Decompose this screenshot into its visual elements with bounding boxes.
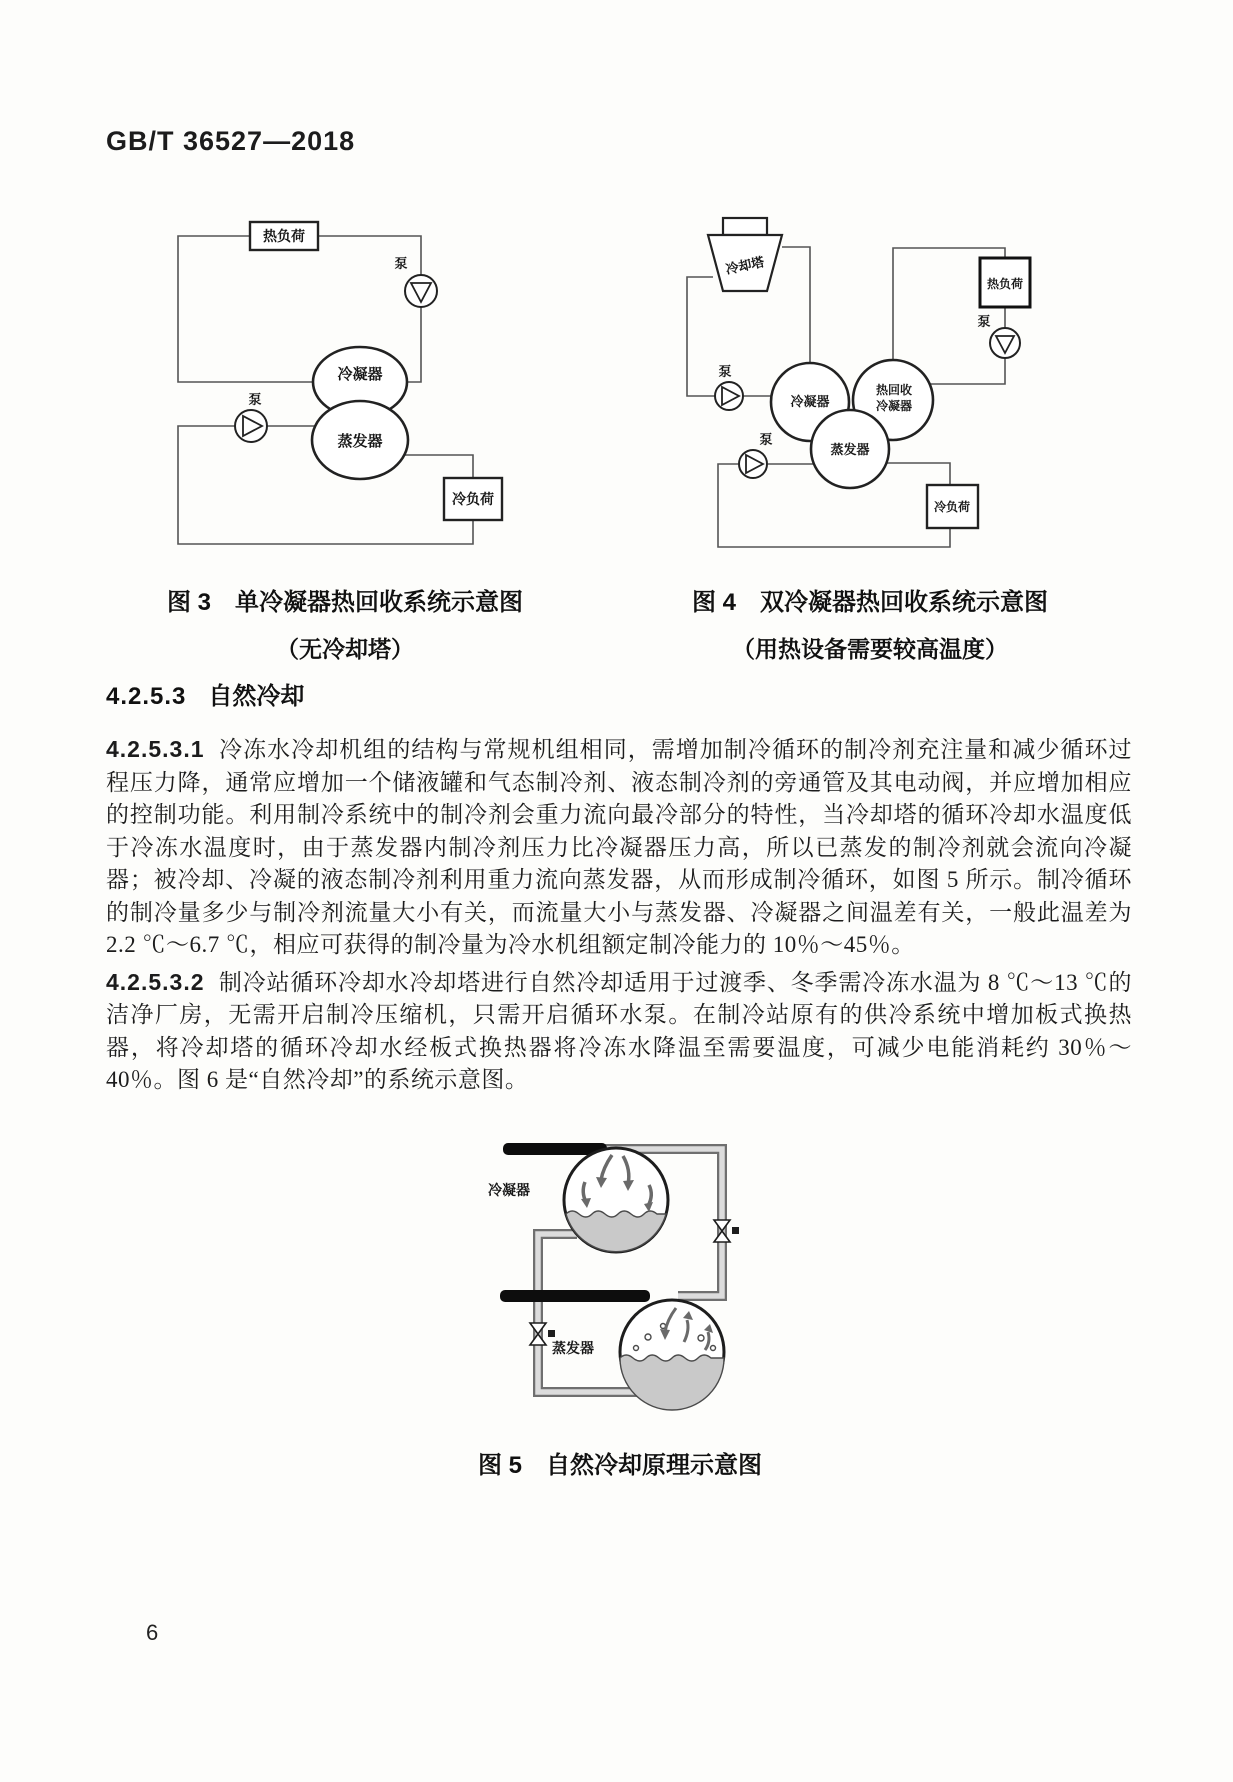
section-number: 4.2.5.3 <box>106 683 187 710</box>
cold-load-label: 冷负荷 <box>933 500 971 514</box>
page-number: 6 <box>146 1620 159 1645</box>
condenser-label: 冷凝器 <box>337 366 383 383</box>
figure3-caption-title: 图 3 单冷凝器热回收系统示意图 <box>166 589 523 616</box>
clause-4-2-5-3-2 <box>106 966 1132 1097</box>
pump-label: 泵 <box>394 256 408 271</box>
pipe <box>178 236 314 382</box>
figure5-caption-title: 图 5 自然冷却原理示意图 <box>477 1452 762 1479</box>
clause-text: 冷冻水冷却机组的结构与常规机组相同，需增加制冷循环的制冷剂充注量和减少循环过程压力降，通常应增加一个储液罐和气态制冷剂、液态制冷剂的旁通管及其电动阀，并应增加相应的控制功能。利用制冷系统中的制冷剂会重力流向最冷部分的特性，当冷却塔的循环冷却水温度低于冷冻水温度时，由于蒸发器内制冷剂压力比冷凝器压力高，所以已蒸发的制冷剂就会流向冷凝器；被冷却、冷凝的液态制冷剂利用重力流向蒸发器，从而形成制冷循环，如图 5 所示。制冷循环的制冷量多少与制冷剂流量大小有关，而流量大小与蒸发器、冷凝器之间温差有关，一般此温差为 2.2 ℃～6.7 ℃，相应可获得的制冷量为冷水机组额定制冷能力的 10％～45％。 <box>106 737 1132 957</box>
condenser-label: 冷凝器 <box>488 1182 530 1198</box>
figure5-caption <box>400 1443 840 1489</box>
pipe <box>407 307 421 382</box>
clause-4-2-5-3-1 <box>106 733 1132 962</box>
clause-text: 制冷站循环冷却水冷却塔进行自然冷却适用于过渡季、冬季需冷冻水温为 8 ℃～13 ℃的洁净厂房，无需开启制冷压缩机，只需开启循环水泵。在制冷站原有的供冷系统中增加板式换热器，将冷却塔的循环冷却水经板式换热器将冷冻水降温至需要温度，可减少电能消耗约 30％～40％。图 6 是“自然冷却”的系统示意图。 <box>106 969 1132 1092</box>
condenser-liquid <box>566 1211 666 1252</box>
pump-icon <box>715 382 743 410</box>
body-text <box>106 733 1132 1101</box>
heat-recovery-condenser-label: 热回收 <box>875 383 913 397</box>
cooling-tower-icon <box>708 218 782 291</box>
evaporator-liquid <box>620 1355 724 1410</box>
condenser-label: 冷凝器 <box>790 394 830 409</box>
pipe <box>687 277 715 396</box>
section-heading <box>106 676 304 711</box>
pipe <box>886 463 950 485</box>
pump-icon <box>235 410 267 442</box>
pipe <box>403 455 473 478</box>
figure4-caption <box>655 580 1085 672</box>
figure5-natural-cooling-diagram <box>455 1130 785 1415</box>
pipe <box>930 358 1005 384</box>
heat-load-label: 热负荷 <box>986 277 1024 291</box>
pump-icon <box>990 328 1020 358</box>
pump-label: 泵 <box>977 314 991 329</box>
pipe <box>782 247 810 364</box>
cooling-tower-label: 冷却塔 <box>724 254 766 277</box>
figure4-caption-title: 图 4 双冷凝器热回收系统示意图 <box>691 589 1048 616</box>
figure4-caption-sub: （用热设备需要较高温度） <box>732 636 1008 662</box>
pump-label: 泵 <box>248 392 262 407</box>
figure3-caption-sub: （无冷却塔） <box>276 636 414 662</box>
figure3-caption <box>130 580 560 672</box>
heat-recovery-condenser-label2: 冷凝器 <box>875 399 913 413</box>
pump-label: 泵 <box>718 364 732 379</box>
black-pipe-mid <box>500 1290 650 1302</box>
clause-number: 4.2.5.3.1 <box>106 736 205 762</box>
section-title: 自然冷却 <box>208 683 305 710</box>
pump-icon <box>739 450 767 478</box>
evaporator-label: 蒸发器 <box>830 442 870 457</box>
evaporator-label: 蒸发器 <box>552 1340 594 1356</box>
evaporator-label: 蒸发器 <box>337 433 383 450</box>
standard-number-header: GB/T 36527—2018 <box>106 126 356 156</box>
clause-number: 4.2.5.3.2 <box>106 968 205 995</box>
pump-icon <box>405 275 437 307</box>
figure3-single-condenser-diagram <box>163 188 508 563</box>
pump-label: 泵 <box>759 432 773 447</box>
cold-load-label: 冷负荷 <box>452 491 494 507</box>
heat-load-label: 热负荷 <box>263 228 305 244</box>
figure4-double-condenser-diagram <box>640 188 1040 563</box>
